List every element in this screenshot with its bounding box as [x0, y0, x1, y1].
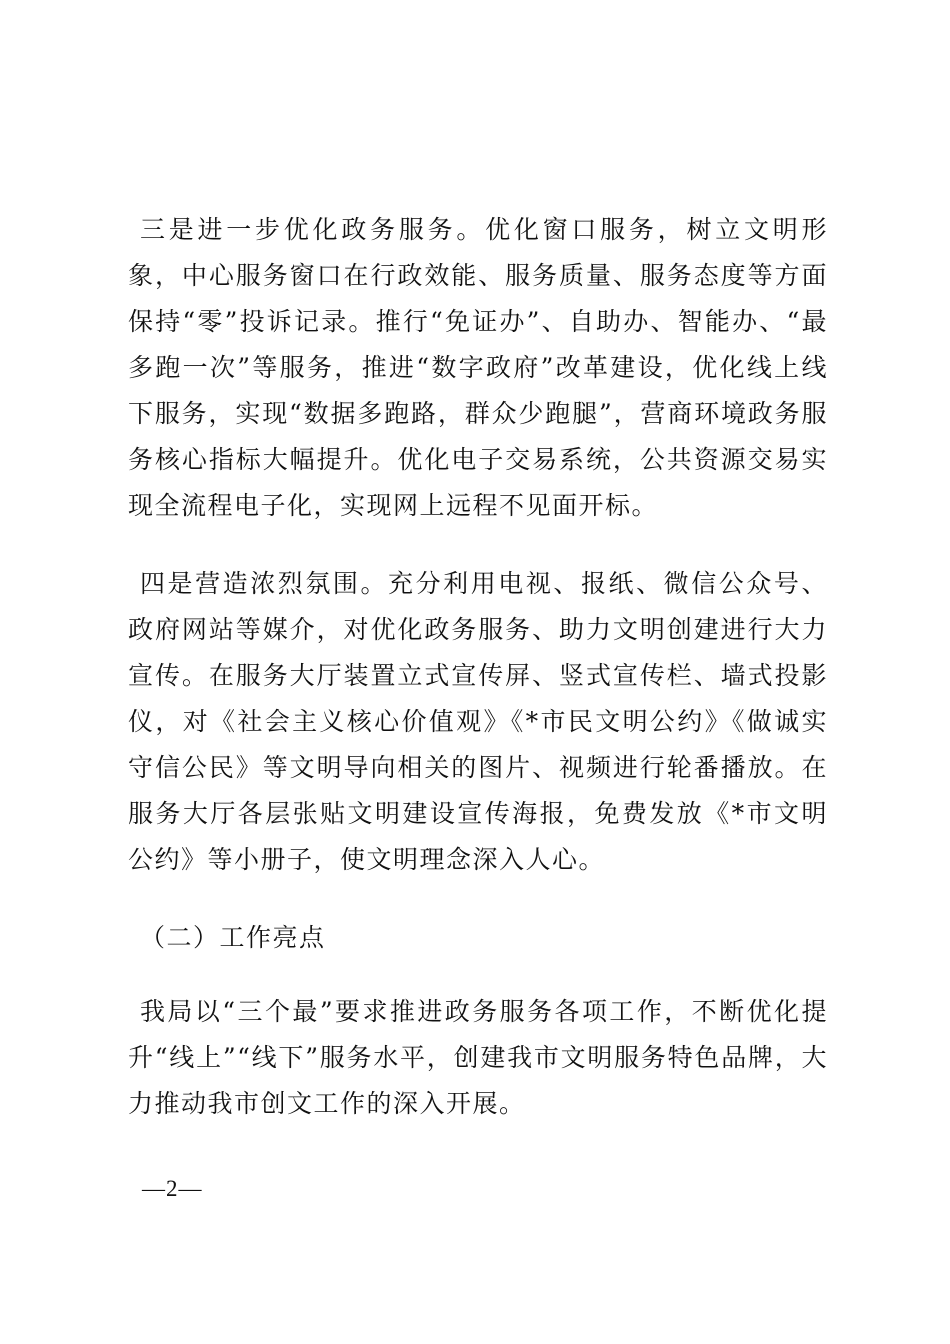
page-number: —2— [142, 1176, 203, 1201]
paragraph-optimize-government-services: 三是进一步优化政务服务。优化窗口服务，树立文明形象，中心服务窗口在行政效能、服务质量、服务态度等方面保持“零”投诉记录。推行“免证办”、自助办、智能办、“最多跑一次”等服务，推进“数字政府”改革建设，优化线上线下服务，实现“数据多跑路，群众少跑腿”，营商环境政务服务核心指标大幅提升。优化电子交易系统，公共资源交易实现全流程电子化，实现网上远程不见面开标。 [128, 215, 828, 520]
paragraph-work-highlights: 我局以“三个最”要求推进政务服务各项工作，不断优化提升“线上”“线下”服务水平，创建我市文明服务特色品牌，大力推动我市创文工作的深入开展。 [128, 997, 828, 1118]
paragraph-create-atmosphere: 四是营造浓烈氛围。充分利用电视、报纸、微信公众号、政府网站等媒介，对优化政务服务、助力文明创建进行大力宣传。在服务大厅装置立式宣传屏、竖式宣传栏、墙式投影仪，对《社会主义核心价值观》《*市民文明公约》《做诚实守信公民》等文明导向相关的图片、视频进行轮番播放。在服务大厅各层张贴文明建设宣传海报，免费发放《*市文明公约》等小册子，使文明理念深入人心。 [128, 569, 828, 874]
section-heading: （二）工作亮点 [140, 923, 326, 952]
